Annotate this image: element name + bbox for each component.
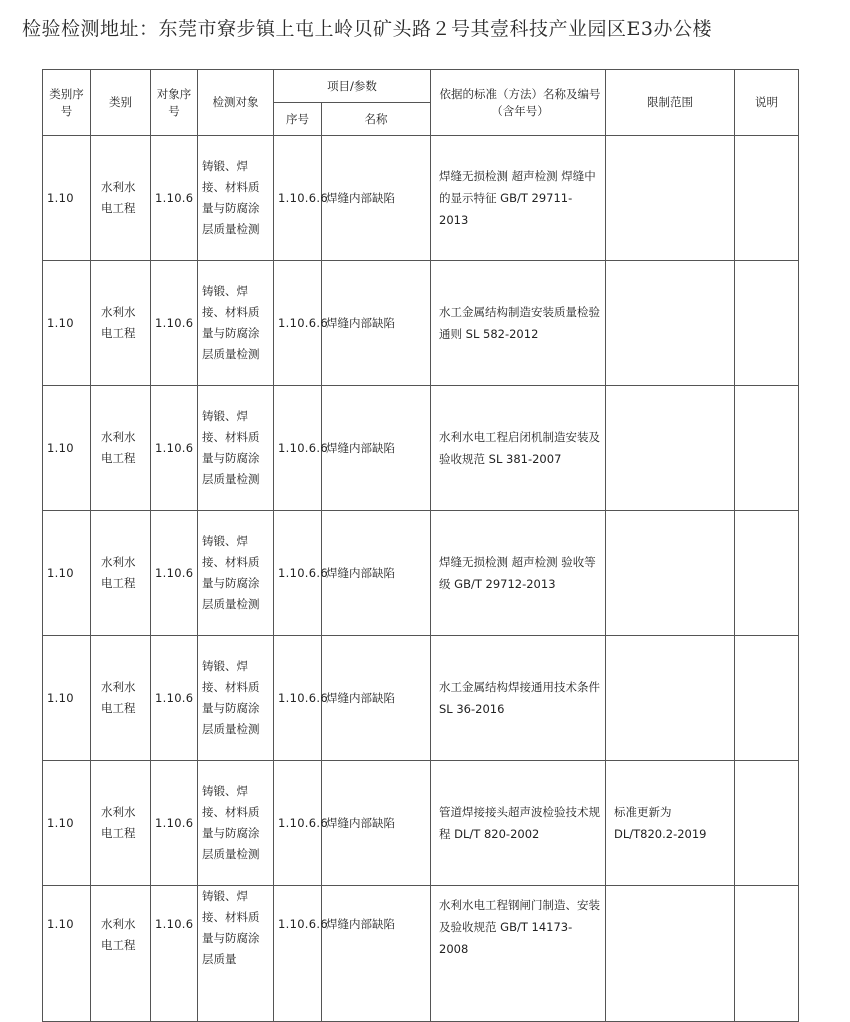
cell-category-no: 1.10 bbox=[43, 511, 91, 636]
cell-category-no: 1.10 bbox=[43, 761, 91, 886]
cell-standard: 水利水电工程启闭机制造安装及验收规范 SL 381-2007 bbox=[431, 386, 606, 511]
cell-object-no: 1.10.6 bbox=[151, 261, 198, 386]
cell-object: 铸锻、焊接、材料质量与防腐涂层质量检测 bbox=[198, 636, 274, 761]
cell-object-no: 1.10.6 bbox=[151, 886, 198, 1022]
cell-category-no: 1.10 bbox=[43, 886, 91, 1022]
cell-object-no: 1.10.6 bbox=[151, 511, 198, 636]
header-item-name: 名称 bbox=[322, 103, 431, 136]
cell-limit bbox=[606, 261, 735, 386]
cell-item-no: 1.10.6.6 bbox=[274, 386, 322, 511]
cell-item-no: 1.10.6.6 bbox=[274, 261, 322, 386]
cell-limit bbox=[606, 886, 735, 1022]
header-category: 类别 bbox=[91, 70, 151, 136]
cell-note bbox=[735, 636, 799, 761]
cell-standard: 焊缝无损检测 超声检测 焊缝中的显示特征 GB/T 29711-2013 bbox=[431, 136, 606, 261]
cell-item-name: 焊缝内部缺陷 bbox=[322, 761, 431, 886]
cell-note bbox=[735, 511, 799, 636]
cell-object: 铸锻、焊接、材料质量与防腐涂层质量检测 bbox=[198, 261, 274, 386]
cell-limit bbox=[606, 136, 735, 261]
cell-category-no: 1.10 bbox=[43, 636, 91, 761]
cell-item-no: 1.10.6.6 bbox=[274, 136, 322, 261]
cell-object: 铸锻、焊接、材料质量与防腐涂层质量 bbox=[198, 886, 274, 1022]
cell-standard: 水利水电工程钢闸门制造、安装及验收规范 GB/T 14173-2008 bbox=[431, 886, 606, 1022]
cell-category: 水利水电工程 bbox=[91, 136, 151, 261]
cell-object-no: 1.10.6 bbox=[151, 386, 198, 511]
cell-standard: 水工金属结构制造安装质量检验通则 SL 582-2012 bbox=[431, 261, 606, 386]
cell-object-no: 1.10.6 bbox=[151, 136, 198, 261]
cell-item-name: 焊缝内部缺陷 bbox=[322, 511, 431, 636]
cell-standard: 管道焊接接头超声波检验技术规程 DL/T 820-2002 bbox=[431, 761, 606, 886]
cell-item-no: 1.10.6.6 bbox=[274, 886, 322, 1022]
cell-note bbox=[735, 386, 799, 511]
cell-category: 水利水电工程 bbox=[91, 886, 151, 1022]
cell-object: 铸锻、焊接、材料质量与防腐涂层质量检测 bbox=[198, 386, 274, 511]
cell-category: 水利水电工程 bbox=[91, 261, 151, 386]
cell-item-name: 焊缝内部缺陷 bbox=[322, 386, 431, 511]
cell-category: 水利水电工程 bbox=[91, 386, 151, 511]
qualification-table bbox=[42, 69, 799, 1022]
header-object-no: 对象序号 bbox=[151, 70, 198, 136]
cell-note bbox=[735, 261, 799, 386]
header-item-no: 序号 bbox=[274, 103, 322, 136]
cell-item-no: 1.10.6.6 bbox=[274, 636, 322, 761]
table-row bbox=[43, 511, 799, 636]
cell-object-no: 1.10.6 bbox=[151, 761, 198, 886]
cell-standard: 焊缝无损检测 超声检测 验收等级 GB/T 29712-2013 bbox=[431, 511, 606, 636]
cell-item-name: 焊缝内部缺陷 bbox=[322, 636, 431, 761]
table-row bbox=[43, 261, 799, 386]
cell-category: 水利水电工程 bbox=[91, 511, 151, 636]
header-item-param: 项目/参数 bbox=[274, 70, 431, 103]
header-standard: 依据的标准（方法）名称及编号（含年号） bbox=[431, 70, 606, 136]
header-category-no: 类别序号 bbox=[43, 70, 91, 136]
cell-note bbox=[735, 136, 799, 261]
table-row bbox=[43, 636, 799, 761]
cell-note bbox=[735, 761, 799, 886]
header-limit: 限制范围 bbox=[606, 70, 735, 136]
cell-standard: 水工金属结构焊接通用技术条件 SL 36-2016 bbox=[431, 636, 606, 761]
cell-note bbox=[735, 886, 799, 1022]
header-note: 说明 bbox=[735, 70, 799, 136]
cell-object-no: 1.10.6 bbox=[151, 636, 198, 761]
cell-item-name: 焊缝内部缺陷 bbox=[322, 136, 431, 261]
cell-category: 水利水电工程 bbox=[91, 636, 151, 761]
cell-item-no: 1.10.6.6 bbox=[274, 511, 322, 636]
cell-category-no: 1.10 bbox=[43, 261, 91, 386]
cell-limit bbox=[606, 511, 735, 636]
table-row bbox=[43, 886, 799, 1022]
cell-item-no: 1.10.6.6 bbox=[274, 761, 322, 886]
cell-category-no: 1.10 bbox=[43, 386, 91, 511]
table-row bbox=[43, 386, 799, 511]
header-object: 检测对象 bbox=[198, 70, 274, 136]
cell-limit: 标准更新为DL/T820.2-2019 bbox=[606, 761, 735, 886]
cell-item-name: 焊缝内部缺陷 bbox=[322, 261, 431, 386]
cell-object: 铸锻、焊接、材料质量与防腐涂层质量检测 bbox=[198, 136, 274, 261]
cell-limit bbox=[606, 386, 735, 511]
table-row bbox=[43, 761, 799, 886]
page-header-address: 检验检测地址：东莞市寮步镇上屯上岭贝矿头路２号其壹科技产业园区E3办公楼 bbox=[22, 18, 712, 40]
cell-limit bbox=[606, 636, 735, 761]
cell-object: 铸锻、焊接、材料质量与防腐涂层质量检测 bbox=[198, 511, 274, 636]
cell-item-name: 焊缝内部缺陷 bbox=[322, 886, 431, 1022]
cell-category-no: 1.10 bbox=[43, 136, 91, 261]
table-row bbox=[43, 136, 799, 261]
cell-category: 水利水电工程 bbox=[91, 761, 151, 886]
cell-object: 铸锻、焊接、材料质量与防腐涂层质量检测 bbox=[198, 761, 274, 886]
